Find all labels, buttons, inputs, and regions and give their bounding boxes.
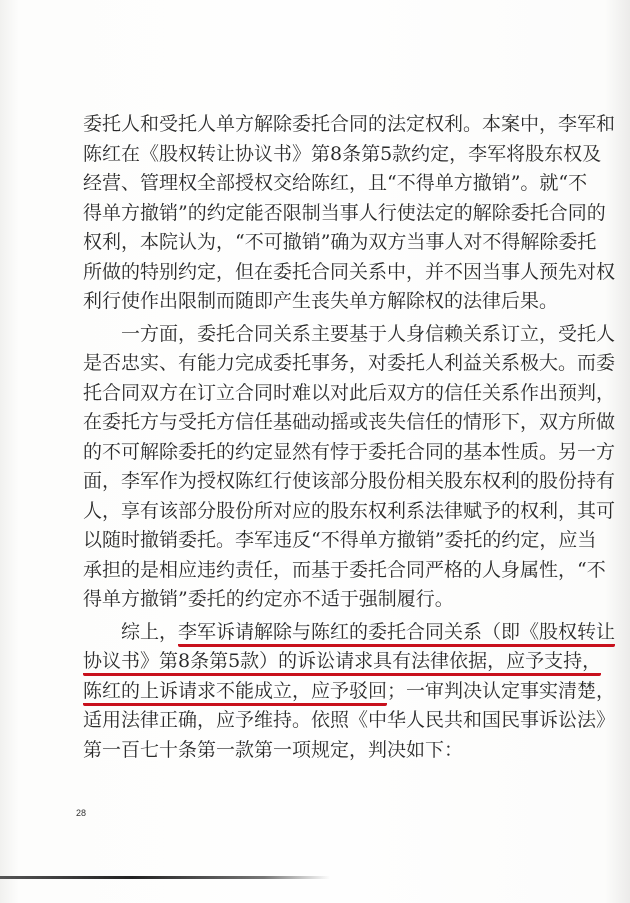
text-segment: 权利，本院认为，“不可撤销”确为双方当事人对不得解除委托 <box>83 231 597 253</box>
text-segment: 以随时撤销委托。李军违反“不得单方撤销”委托的约定，应当 <box>83 529 597 551</box>
text-line <box>83 287 557 317</box>
text-line <box>83 618 616 648</box>
text-line <box>83 349 616 379</box>
paragraph <box>83 618 616 766</box>
text-segment: 所做的特别约定，但在委托合同关系中，并不因当事人预先对权 <box>83 260 616 283</box>
text-line <box>83 199 606 229</box>
text-segment: 是否忠实、有能力完成委托事务，对委托人利益关系极大。而委 <box>83 352 616 374</box>
text-line <box>83 497 616 527</box>
text-segment: 一方面，委托合同关系主要基于人身信赖关系订立，受托人 <box>83 322 616 345</box>
text-line <box>83 228 597 258</box>
paragraph <box>83 110 616 317</box>
text-segment: 第一百七十条第一款第一项规定，判决如下： <box>83 738 464 761</box>
text-line <box>83 258 616 288</box>
text-segment: 陈红在《股权转让协议书》第8条第5款约定，李军将股东权及 <box>83 142 602 165</box>
text-segment: 利行使作出限制而随即产生丧失单方解除权的法律后果。 <box>83 290 559 312</box>
page-number: 28 <box>76 808 87 818</box>
text-segment: 得单方撤销”委托的约定亦不适于强制履行。 <box>83 588 454 610</box>
text-line <box>83 379 616 409</box>
scan-edge-shadow <box>0 876 330 879</box>
text-line <box>83 526 597 556</box>
text-line <box>83 647 602 677</box>
text-segment: 适用法律正确，应予维持。依照《中华人民共和国民事诉讼法》 <box>83 709 616 731</box>
text-segment: 人，享有该部分股份所对应的股东权利系法律赋予的权利，其可 <box>83 499 616 522</box>
text-line <box>83 585 557 615</box>
text-line <box>83 169 588 199</box>
judgment-body-text <box>83 110 616 765</box>
underlined-text: 协议书》第8条第5款）的诉讼请求具有法律依据，应予支持， <box>83 650 601 676</box>
underlined-text: 李军诉请解除与陈红的委托合同关系（即《股权转让 <box>178 621 615 647</box>
text-line <box>83 677 616 707</box>
text-line <box>83 736 557 766</box>
text-segment: ；一审判决认定事实清楚， <box>387 679 616 702</box>
text-segment: 托合同双方在订立合同时难以对此后双方的信任关系作出预判， <box>83 381 616 404</box>
text-line <box>83 467 616 497</box>
text-segment: 在委托方与受托方信任基础动摇或丧失信任的情形下，双方所做 <box>83 411 616 433</box>
text-line <box>83 140 602 170</box>
text-segment: 经营、管理权全部授权交给陈红，且“不得单方撤销”。就“不 <box>83 172 588 194</box>
text-line <box>83 706 616 736</box>
text-segment: 委托人和受托人单方解除委托合同的法定权利。本案中，李军和 <box>83 113 616 135</box>
underlined-text: 陈红的上诉请求不能成立，应予驳回 <box>83 680 387 706</box>
text-line <box>83 408 616 438</box>
paragraph <box>83 320 616 615</box>
text-line <box>83 556 606 586</box>
text-segment: 面，李军作为授权陈红行使该部分股份相关股东权利的股份持有 <box>83 470 616 492</box>
text-line <box>83 110 616 140</box>
text-line <box>83 438 616 468</box>
text-line <box>83 320 616 350</box>
text-segment: 得单方撤销”的约定能否限制当事人行使法定的解除委托合同的 <box>83 201 606 224</box>
text-segment: 的不可解除委托的约定显然有悖于委托合同的基本性质。另一方 <box>83 440 616 463</box>
text-segment: 综上， <box>83 620 179 643</box>
text-segment: 承担的是相应违约责任，而基于委托合同严格的人身属性，“不 <box>83 558 606 581</box>
